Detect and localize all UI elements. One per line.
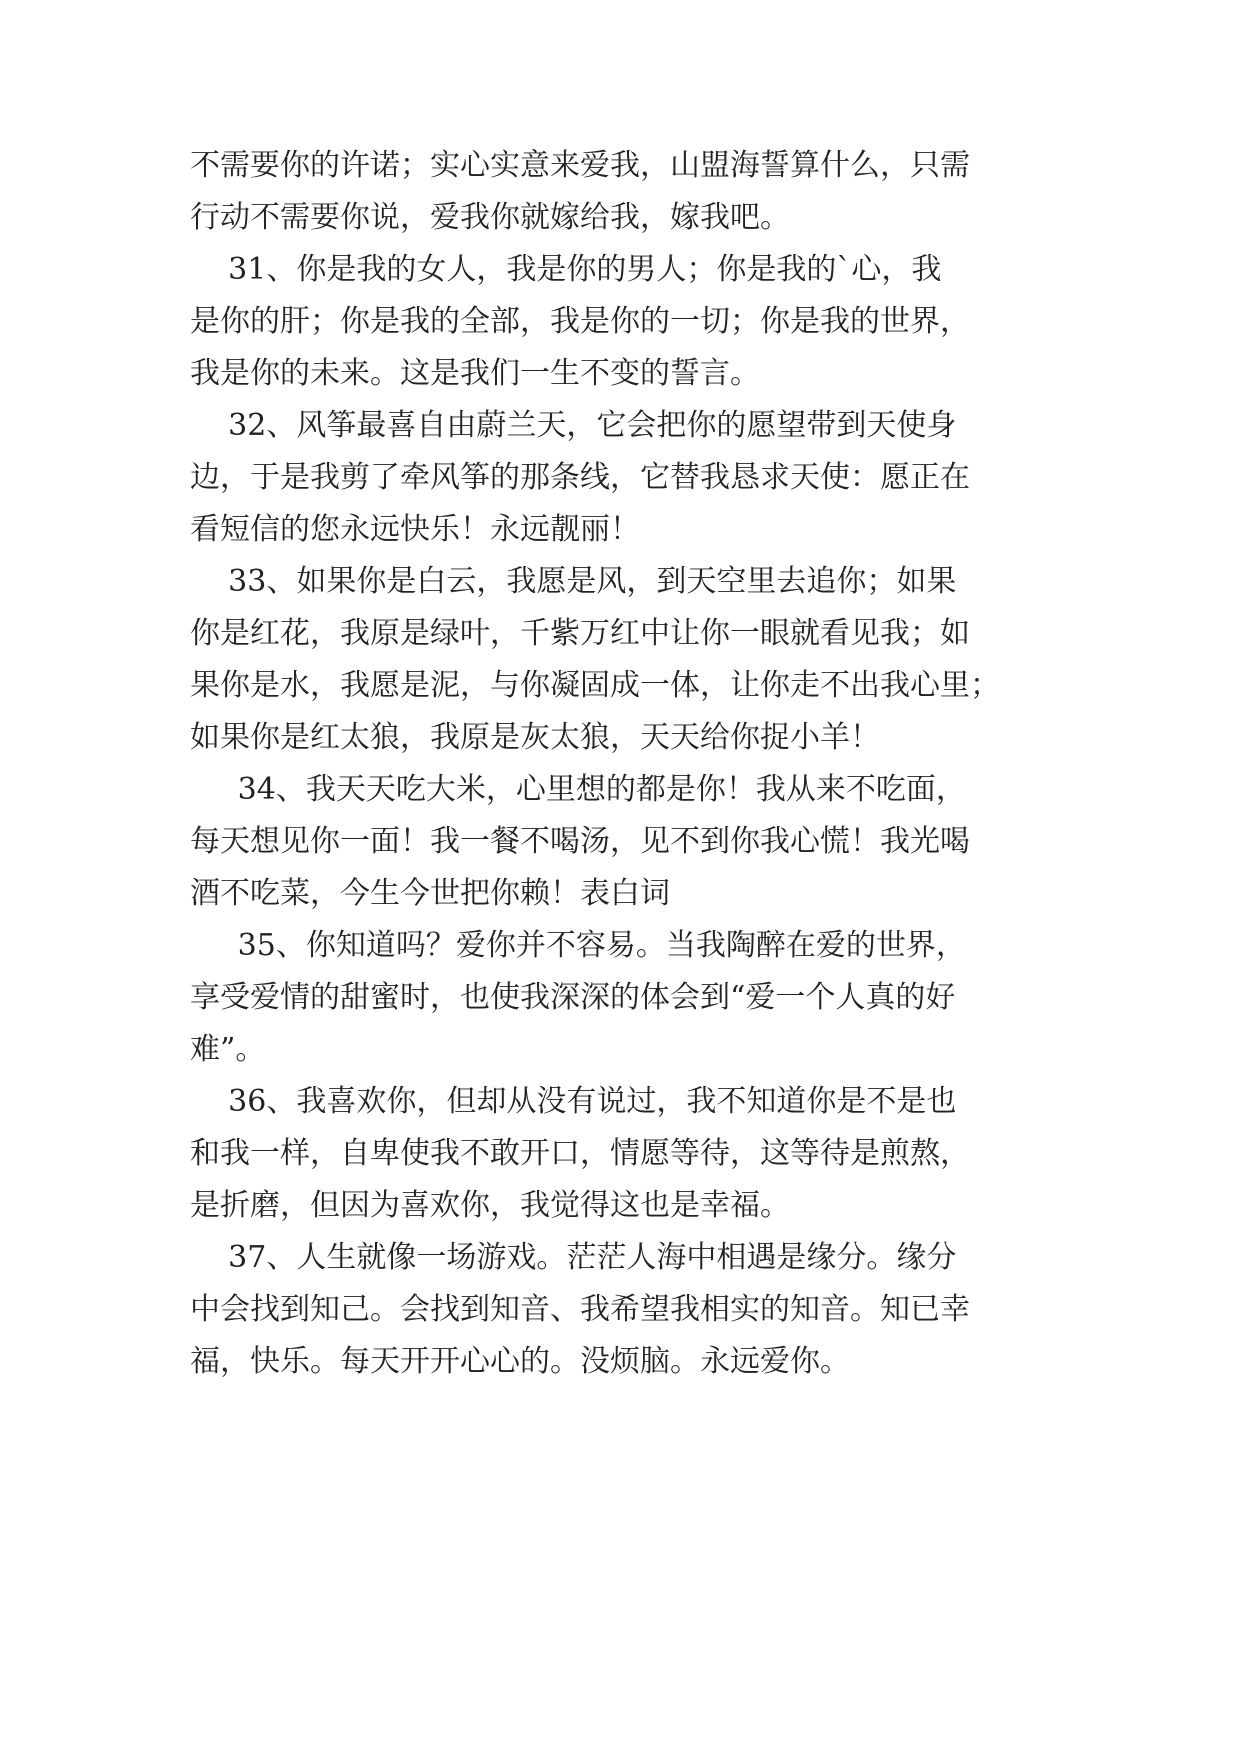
text-line: 我是你的未来。这是我们一生不变的誓言。 [190, 356, 760, 391]
text-line: 享受爱情的甜蜜时，也使我深深的体会到“爱一个人真的好 [190, 980, 956, 1015]
text-line: 看短信的您永远快乐！永远靓丽！ [190, 512, 640, 547]
text-line: 难”。 [190, 1032, 266, 1067]
text-line: 和我一样，自卑使我不敢开口，情愿等待，这等待是煎熬， [190, 1136, 970, 1171]
text-line: 福，快乐。每天开开心心的。没烦脑。永远爱你。 [190, 1344, 850, 1379]
text-line: 酒不吃菜，今生今世把你赖！表白词 [190, 876, 670, 911]
text-line: 35、你知道吗？爱你并不容易。当我陶醉在爱的世界， [190, 928, 966, 963]
text-line: 32、风筝最喜自由蔚兰天，它会把你的愿望带到天使身 [190, 408, 957, 443]
text-line: 是折磨，但因为喜欢你，我觉得这也是幸福。 [190, 1188, 790, 1223]
text-line: 果你是水，我愿是泥，与你凝固成一体，让你走不出我心里； [190, 668, 1000, 703]
text-line: 31、你是我的女人，我是你的男人；你是我的`心，我 [190, 252, 942, 287]
text-line: 你是红花，我原是绿叶，千紫万红中让你一眼就看见我；如 [190, 616, 970, 651]
text-line: 不需要你的许诺；实心实意来爱我，山盟海誓算什么，只需 [190, 148, 970, 183]
text-line: 是你的肝；你是我的全部，我是你的一切；你是我的世界， [190, 304, 970, 339]
text-line: 34、我天天吃大米，心里想的都是你！我从来不吃面， [190, 772, 966, 807]
text-line: 37、人生就像一场游戏。茫茫人海中相遇是缘分。缘分 [190, 1240, 957, 1275]
text-line: 边，于是我剪了牵风筝的那条线，它替我恳求天使：愿正在 [190, 460, 970, 495]
text-line: 每天想见你一面！我一餐不喝汤，见不到你我心慌！我光喝 [190, 824, 970, 859]
text-line: 33、如果你是白云，我愿是风，到天空里去追你；如果 [190, 564, 957, 599]
text-line: 36、我喜欢你，但却从没有说过，我不知道你是不是也 [190, 1084, 957, 1119]
text-line: 中会找到知己。会找到知音、我希望我相实的知音。知已幸 [190, 1292, 970, 1327]
text-line: 行动不需要你说，爱我你就嫁给我，嫁我吧。 [190, 200, 790, 235]
text-line: 如果你是红太狼，我原是灰太狼，天天给你捉小羊！ [190, 720, 880, 755]
